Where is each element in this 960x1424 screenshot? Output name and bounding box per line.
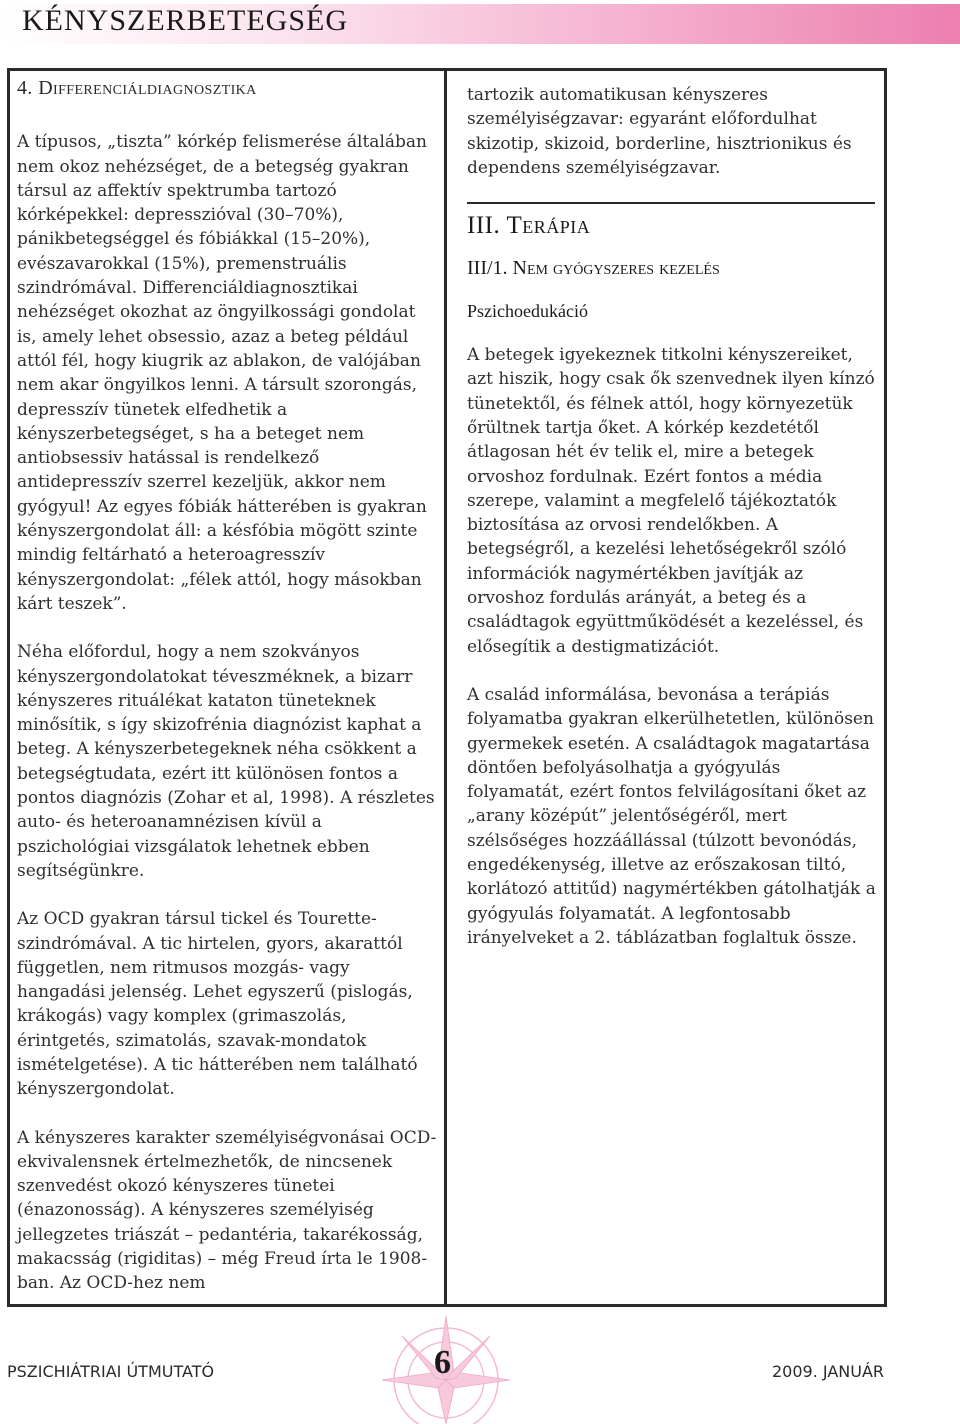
paragraph: A család informálása, bevonása a terápiás folyamatba gyakran elkerülhetetlen, különösen gyermekek esetén. A családtagok magatartása döntően befolyásolhatja a gyógyulás folyamatát, ezért fontos felvilágosítani őket az „arany középút” jelentőségéről, mert szélsőséges hozzáállással (túlzott bevonódás, engedékenység, illetve az erőszakosan tiltó, korlátozó attitűd) nagymértékben gátolhatják a gyógyulás folyamatát. A legfontosabb irányelveket a 2. táblázatban foglaltuk össze. (467, 684, 876, 948)
heading-non-drug-treatment: III/1. Nem gyógyszeres kezelés (467, 257, 720, 280)
paragraph: A típusos, „tiszta” kórkép felismerése általában nem okoz nehézséget, de a betegség gyakran társul az affektív spektrumba tartozó kórképekkel: depresszióval (30–70%), pánikbetegséggel és fóbiákkal (15–20%), evészavarokkal (15%), premenstruális szindrómával. Differenciáldiagnosztikai nehézséget okozhat az öngyilkossági gondolat is, amely lehet obsessio, azaz a beteg például attól fél, hogy kiugrik az ablakon, de valójában nem akar öngyilkos lenni. A társult szorongás, depresszív tünetek elfedhetik a kényszerbetegséget, s ha a beteget nem antiobsessiv hatással is rendelkező antidepresszív szerrel kezeljük, akkor nem gyógyul! Az egyes fóbiák hátterében is gyakran kényszergondolat áll: a késfóbia mögött szinte mindig feltárható a heteroagresszív kényszergondolat: „félek attól, hogy másokban kárt teszek”. (17, 132, 427, 614)
paragraph: Néha előfordul, hogy a nem szokványos kényszergondolatokat téveszméknek, a bizarr kényszeres rituálékat kataton tüneteknek minősítik, s így skizofrénia diagnózist kaphat a beteg. A kényszerbetegeknek néha csökkent a betegségtudata, ezért itt különösen fontos a pontos diagnózis (Zohar et al, 1998). A részletes auto- és heteroanamnézisen kívül a pszichológiai vizsgálatok lehetnek ebben segítségünkre. (17, 642, 435, 881)
paragraph: Az OCD gyakran társul tickel és Tourette-szindrómával. A tic hirtelen, gyors, akarattól független, nem ritmusos mozgás- vagy hangadási jelenség. Lehet egyszerű (pislogás, krákogás) vagy komplex (grimaszolás, érintgetés, szimatolás, szavak-mondatok ismételgetése). A tic hátterében nem található kényszergondolat. (17, 909, 418, 1100)
heading-psychoeducation: Pszichoedukáció (467, 300, 588, 321)
section-divider (467, 202, 875, 204)
right-column (467, 83, 879, 950)
paragraph: A betegek igyekeznek titkolni kényszereiket, azt hiszik, hogy csak ők szenvednek ilyen kínzó tünetektől, és félnek attól, hogy környezetük őrültnek tartja őket. A kórkép kezdetétől átlagosan hét év telik el, mire a betegek orvoshoz fordulnak. Ezért fontos a média szerepe, valamint a megfelelő tájékoztatók biztosítása az orvosi rendelőkben. A betegségről, a kezelési lehetőségekről szóló információk nagymértékben javítják az orvoshoz fordulás arányát, a beteg és a családtagok együttműködését a kezeléssel, és elősegítik a destigmatizációt. (467, 345, 875, 657)
page-title: KÉNYSZERBETEGSÉG (22, 4, 348, 37)
footer-date: 2009. JANUÁR (772, 1362, 885, 1381)
paragraph: A kényszeres karakter személyiségvonásai OCD-ekvivalensnek értelmezhetők, de nincsenek szenvedést okozó kényszeres tünetei (énazonosság). A kényszeres személyiség jellegzetes triászát – pedantéria, takarékosság, makacsság (rigiditas) – még Freud írta le 1908-ban. Az OCD-hez nem (17, 1127, 437, 1294)
left-column (17, 76, 439, 1296)
section-heading-differential: 4. Differenciáldiagnosztika (17, 77, 257, 99)
paragraph-continuation: tartozik automatikusan kényszeres személyiségzavar: egyaránt előfordulhat skizotip, skizoid, borderline, hisztrionikus és dependens személyiségzavar. (467, 85, 852, 178)
page-number: 6 (434, 1344, 451, 1381)
footer-publication: PSZICHIÁTRIAI ÚTMUTATÓ (7, 1362, 215, 1381)
heading-therapy: III. Terápia (467, 212, 591, 240)
